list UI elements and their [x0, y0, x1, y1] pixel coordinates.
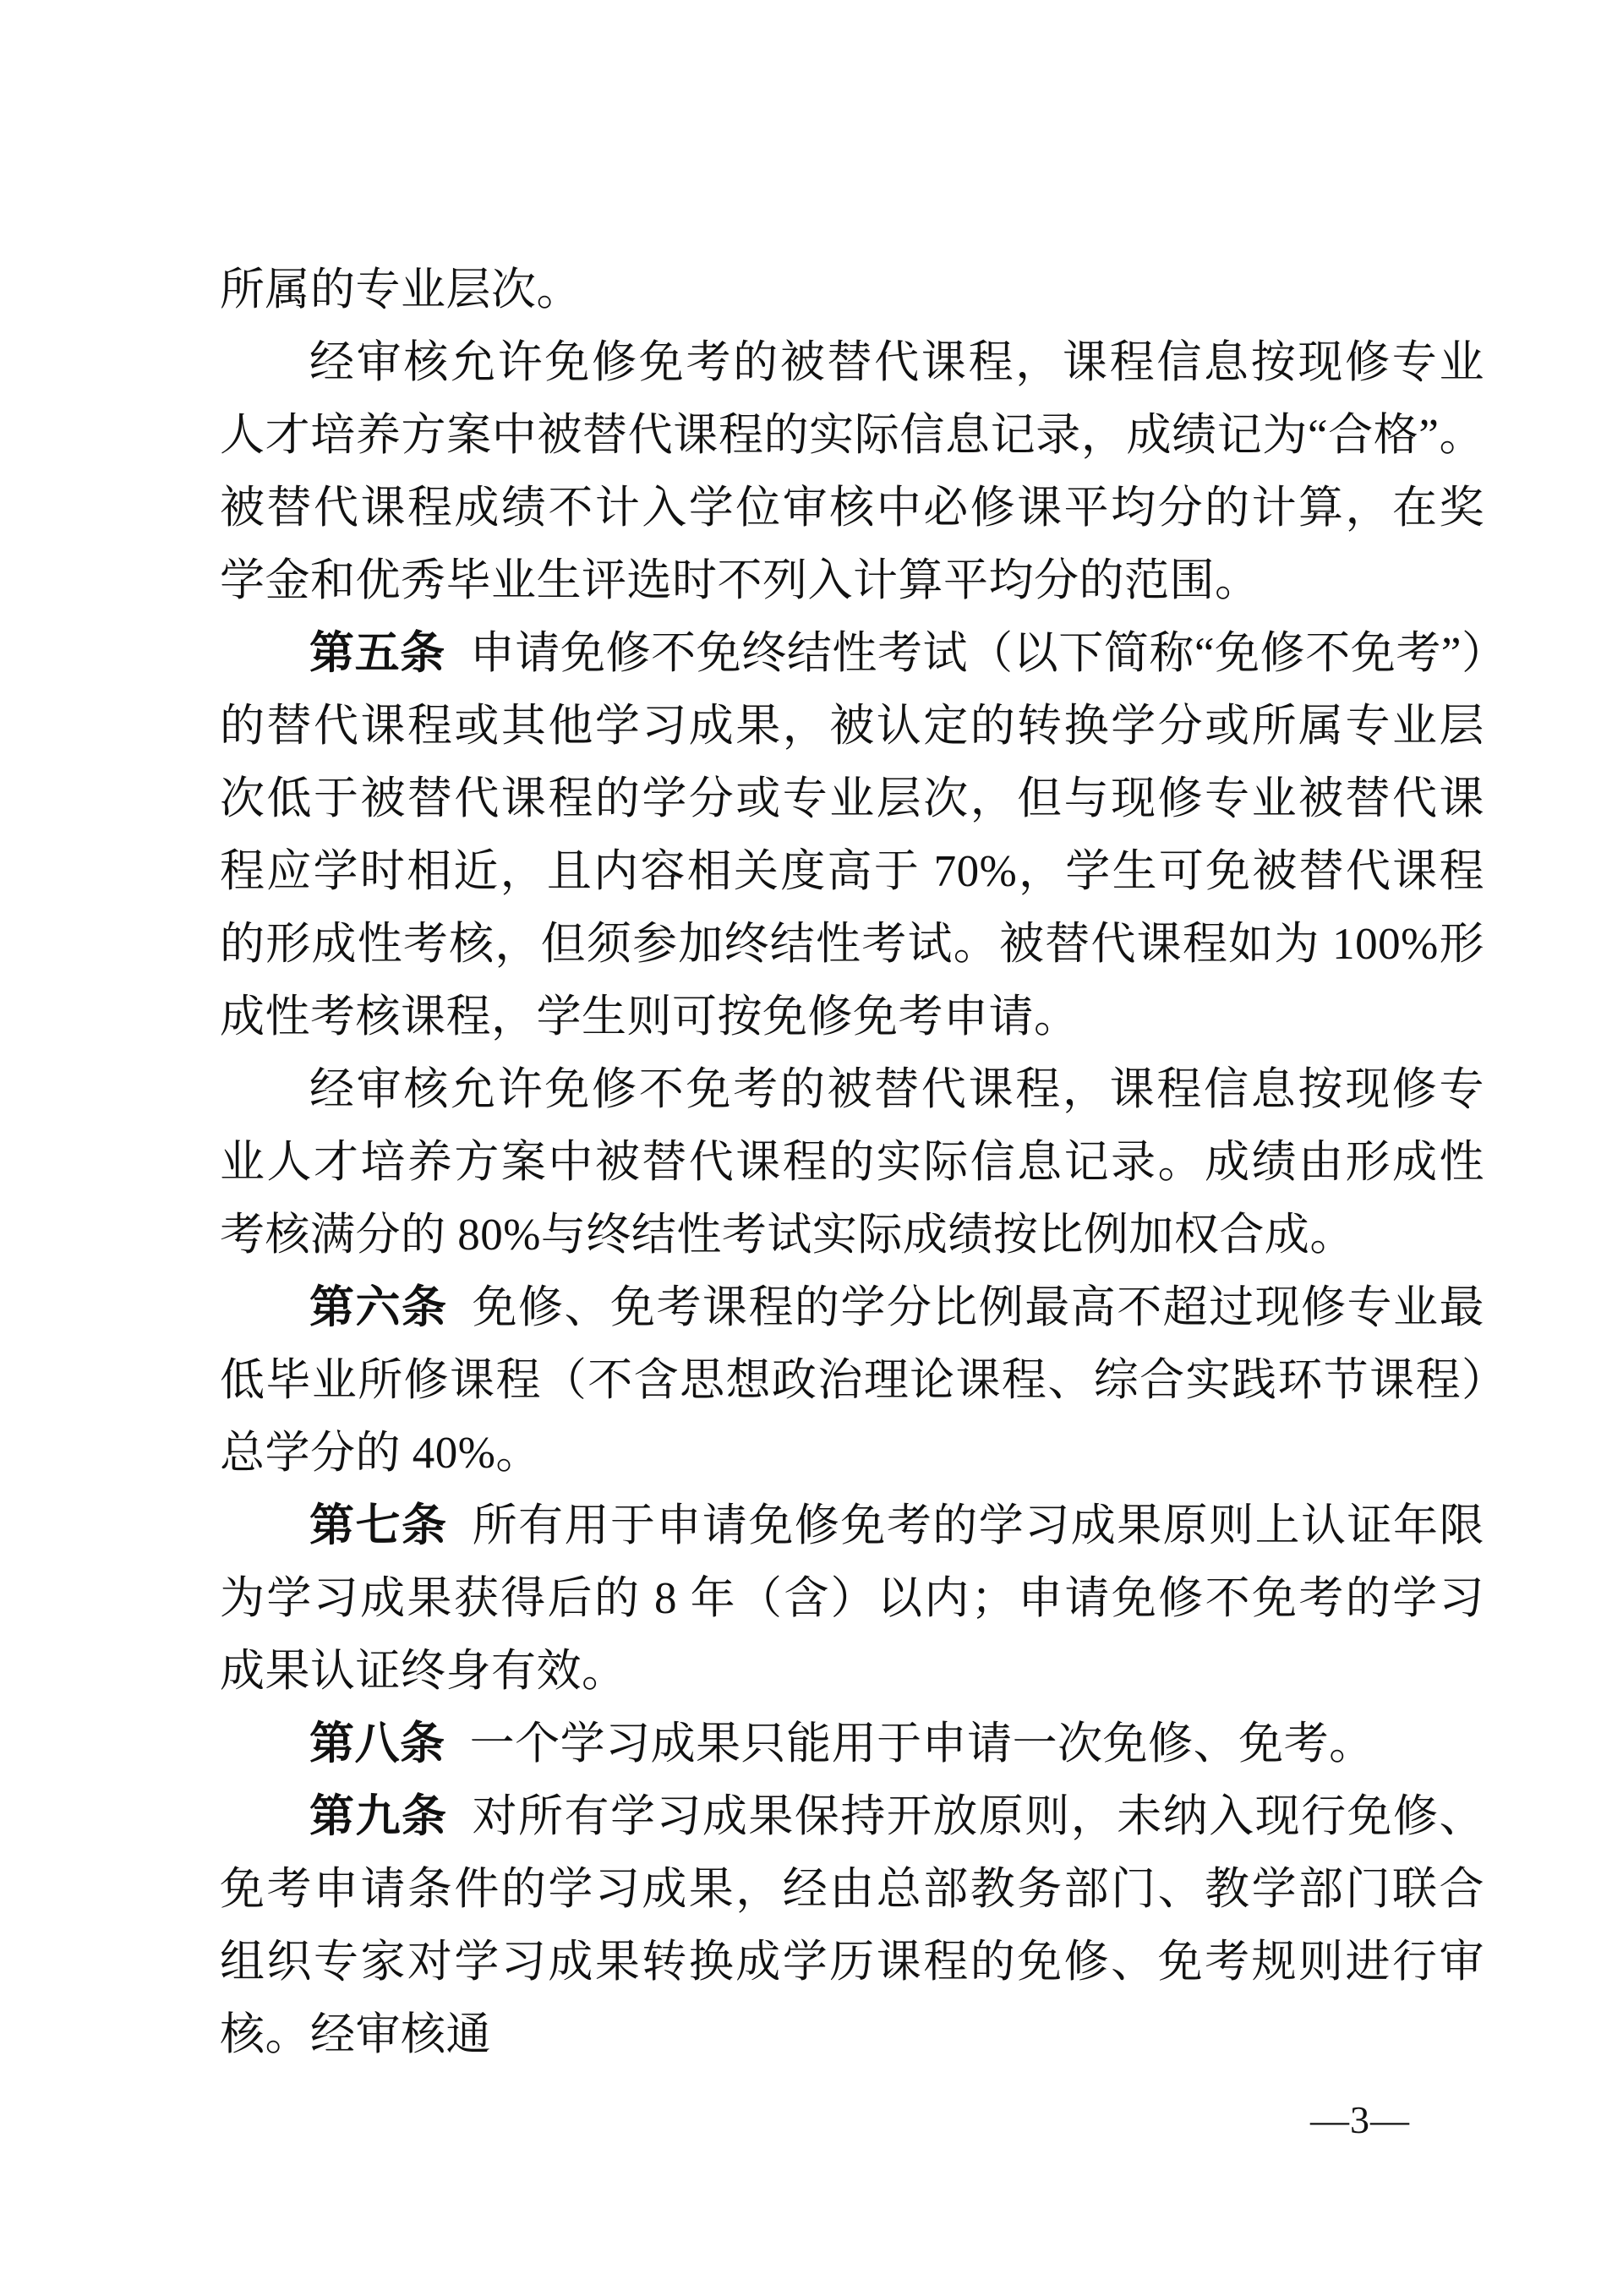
paragraph-article-7 — [220, 1490, 1484, 1708]
paragraph — [220, 1053, 1484, 1271]
paragraph-article-8 — [220, 1708, 1484, 1780]
paragraph-text: 申请免修不免终结性考试（以下简称“免修不免考”）的替代课程或其他学习成果，被认定的转换学分或所属专业层次低于被替代课程的学分或专业层次，但与现修专业被替代课程应学时相近，且内容相关度高于 70%，学生可免被替代课程的形成性考核，但须参加终结性考试。被替代课程如为 100%形成性考核课程，学生则可按免修免考申请。 — [220, 629, 1484, 1041]
paragraph-text: 经审核允许免修不免考的被替代课程，课程信息按现修专业人才培养方案中被替代课程的实际信息记录。成绩由形成性考核满分的 80%与终结性考试实际成绩按比例加权合成。 — [220, 1065, 1484, 1260]
article-number: 第八条 — [309, 1719, 445, 1768]
paragraph-article-6 — [220, 1271, 1484, 1490]
paragraph-text: 免修、免考课程的学分比例最高不超过现修专业最低毕业所修课程（不含思想政治理论课程、综合实践环节课程）总学分的 40%。 — [220, 1283, 1485, 1478]
article-number: 第六条 — [309, 1283, 448, 1332]
paragraph-text: 经审核允许免修免考的被替代课程，课程信息按现修专业人才培养方案中被替代课程的实际信息记录，成绩记为“合格”。被替代课程成绩不计入学位审核中必修课平均分的计算，在奖学金和优秀毕业生评选时不列入计算平均分的范围。 — [220, 338, 1484, 605]
article-number: 第七条 — [309, 1501, 448, 1550]
paragraph-continuation — [220, 254, 1484, 326]
paragraph-article-9 — [220, 1780, 1484, 2071]
paragraph — [220, 326, 1484, 617]
paragraph-text: 所有用于申请免修免考的学习成果原则上认证年限为学习成果获得后的 8 年（含）以内；申请免修不免考的学习成果认证终身有效。 — [220, 1501, 1485, 1696]
paragraph-article-5 — [220, 617, 1484, 1053]
document-body — [220, 254, 1484, 2071]
paragraph-text: 所属的专业层次。 — [220, 265, 582, 314]
page-number: —3— — [1310, 2098, 1410, 2141]
paragraph-text: 对所有学习成果保持开放原则，未纳入现行免修、免考申请条件的学习成果，经由总部教务部门、教学部门联合组织专家对学习成果转换成学历课程的免修、免考规则进行审核。经审核通 — [220, 1792, 1485, 2059]
article-number: 第九条 — [309, 1792, 448, 1841]
paragraph-text: 一个学习成果只能用于申请一次免修、免考。 — [469, 1719, 1374, 1768]
article-number: 第五条 — [309, 629, 445, 678]
